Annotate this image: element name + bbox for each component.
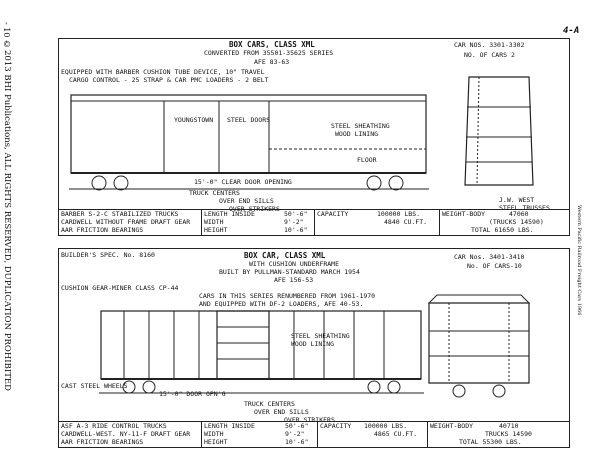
- top-lining-label: WOOD LINING: [335, 130, 379, 138]
- bottom-trucks-spec: ASF A-3 RIDE CONTROL TRUCKS: [61, 422, 167, 430]
- page-number: - 10 -: [2, 22, 11, 43]
- top-car-side-elevation: [69, 89, 439, 189]
- bottom-capacity-value: 100000 LBS.: [364, 422, 408, 430]
- top-equipment-note: EQUIPPED WITH BARBER CUSHION TUBE DEVICE, 10" TRAVEL: [61, 68, 265, 76]
- top-truck-centers-label: TRUCK CENTERS: [189, 189, 240, 197]
- top-steel-trusses-label: STEEL TRUSSES: [499, 204, 550, 212]
- top-length-label: LENGTH INSIDE: [204, 210, 255, 218]
- bottom-sheathing-label: STEEL SHEATHING: [291, 332, 350, 340]
- top-width-value: 9'-2": [284, 218, 304, 226]
- bottom-weight-total: TOTAL 55300 LBS.: [459, 438, 522, 446]
- bottom-weight-label: WEIGHT-BODY: [430, 422, 474, 430]
- bottom-weight-trucks: TRUCKS 14590: [485, 430, 532, 438]
- top-drawing-sheet: [58, 38, 570, 236]
- bottom-builder: BUILT BY PULLMAN-STANDARD MARCH 1954: [219, 268, 360, 276]
- bottom-capacity-label: CAPACITY: [320, 422, 352, 430]
- top-number-of-cars: NO. OF CARS 2: [464, 51, 515, 59]
- top-weight-label: WEIGHT-BODY: [442, 210, 486, 218]
- bottom-draft-gear-spec: CARDWELL-WEST. NY-11-F DRAFT GEAR: [61, 430, 191, 438]
- top-capacity-value: 100000 LBS.: [377, 210, 421, 218]
- bottom-loaders-note: AND EQUIPPED WITH DF-2 LOADERS, AFE 40-53.: [199, 300, 364, 308]
- bottom-renumber-note: CARS IN THIS SERIES RENUMBERED FROM 1961-1970: [199, 292, 376, 300]
- top-cargo-note: CARGO CONTROL - 25 STRAP & CAR PMC LOADERS - 2 BELT: [69, 76, 269, 84]
- bottom-afe: AFE 156-53: [274, 276, 314, 284]
- bottom-drawing-sheet: [58, 248, 570, 448]
- bottom-width-value: 9'-2": [285, 430, 305, 438]
- bottom-height-value: 10'-6": [285, 438, 309, 446]
- top-afe: AFE 83-63: [254, 58, 290, 66]
- top-draft-gear-spec: CARDWELL WITHOUT FRAME DRAFT GEAR: [61, 218, 191, 226]
- top-height-label: HEIGHT: [204, 226, 228, 234]
- sheet-number: 4-A: [563, 26, 580, 36]
- top-trucks-spec: BARBER S-2-C STABILIZED TRUCKS: [61, 210, 179, 218]
- bottom-car-end-elevation: [419, 291, 539, 401]
- top-car-end-elevation: [459, 67, 539, 197]
- top-capacity-label: CAPACITY: [317, 210, 349, 218]
- top-sheathing-label: STEEL SHEATHING: [331, 122, 390, 130]
- bottom-car-side-elevation: [99, 309, 429, 394]
- bottom-length-value: 50'-6": [285, 422, 309, 430]
- bottom-weight-body: 40710: [499, 422, 519, 430]
- top-door-opening-label: 15'-0" CLEAR DOOR OPENING: [194, 178, 292, 186]
- bottom-builders-spec: BUILDER'S SPEC. No. 8160: [61, 251, 155, 259]
- bottom-length-label: LENGTH INSIDE: [204, 422, 255, 430]
- top-title: BOX CARS, CLASS XML: [229, 40, 315, 49]
- bottom-truck-centers-label: TRUCK CENTERS: [244, 400, 295, 408]
- bottom-bearings-spec: AAR FRICTION BEARINGS: [61, 438, 144, 446]
- top-weight-body: 47060: [509, 210, 529, 218]
- top-weight-trucks: (TRUCKS 14590): [489, 218, 544, 226]
- top-height-value: 10'-6": [284, 226, 308, 234]
- bottom-end-sills-label: OVER END SILLS: [254, 408, 309, 416]
- top-cubic-feet: 4840 CU.FT.: [384, 218, 428, 226]
- top-jw-west-label: J.W. WEST: [499, 196, 535, 204]
- top-weight-total: TOTAL 61650 LBS.: [471, 226, 534, 234]
- top-end-sills-label: OVER END SILLS: [219, 197, 274, 205]
- bottom-cubic-feet: 4865 CU.FT.: [374, 430, 418, 438]
- top-youngstown-label: YOUNGSTOWN: [174, 116, 214, 124]
- bottom-door-opening-label: 15'-0" DOOR OPN'G: [159, 390, 226, 398]
- bottom-title: BOX CAR, CLASS XML: [244, 251, 326, 260]
- top-car-numbers: CAR NOS. 3301-3302: [454, 41, 525, 49]
- bottom-number-of-cars: No. OF CARS-10: [467, 262, 522, 270]
- bottom-car-numbers: CAR Nos. 3401-3410: [454, 253, 525, 261]
- top-steel-doors-label: STEEL DOORS: [227, 116, 271, 124]
- top-width-label: WIDTH: [204, 218, 224, 226]
- bottom-width-label: WIDTH: [204, 430, 224, 438]
- bottom-cushion-underframe: WITH CUSHION UNDERFRAME: [249, 260, 340, 268]
- top-length-value: 50'-6": [284, 210, 308, 218]
- bottom-strikers-label: OVER STRIKERS: [284, 416, 335, 424]
- top-strikers-label: OVER STRIKERS: [229, 205, 280, 213]
- top-floor-label: FLOOR: [357, 156, 377, 164]
- side-caption: Western Pacific Railroad Freight Cars 1966: [576, 205, 582, 316]
- top-bearings-spec: AAR FRICTION BEARINGS: [61, 226, 144, 234]
- bottom-lining-label: WOOD LINING: [291, 340, 335, 348]
- bottom-height-label: HEIGHT: [204, 438, 228, 446]
- top-converted-from: CONVERTED FROM 35501-35625 SERIES: [204, 49, 334, 57]
- bottom-cushion-gear: CUSHION GEAR-MINER CLASS CP-44: [61, 284, 179, 292]
- copyright-notice: ©2013 BHI Publications, ALL RIGHTS RESERVED, DUPLICATION PROHIBITED: [2, 40, 12, 391]
- bottom-cast-steel-label: CAST STEEL WHEELS: [61, 382, 128, 390]
